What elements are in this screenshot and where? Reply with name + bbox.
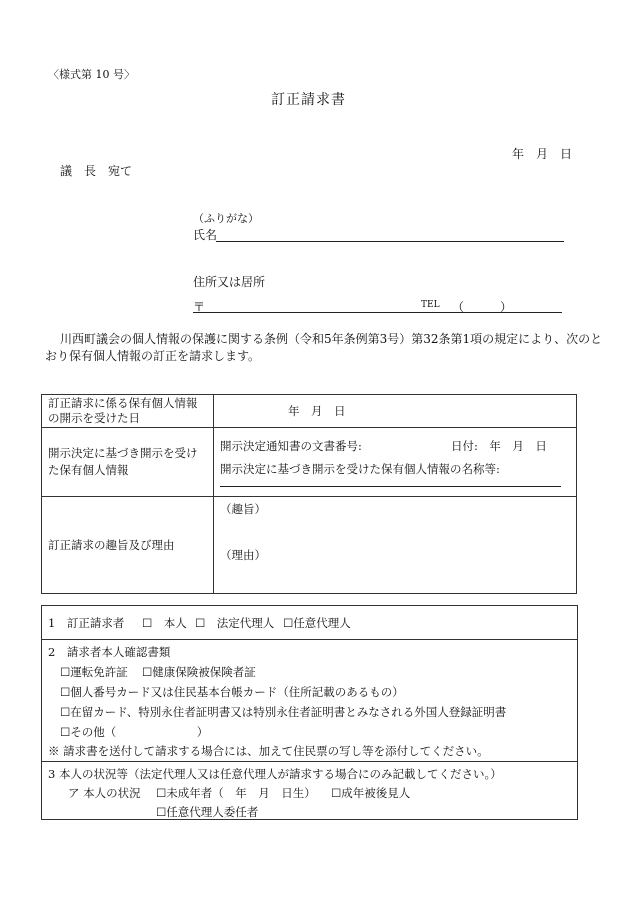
address-field[interactable]: [193, 312, 562, 313]
row3-label: 訂正請求の趣旨及び理由: [48, 537, 175, 552]
purpose-label: （趣旨）: [220, 502, 266, 516]
furigana-label: （ふりがな）: [193, 212, 259, 225]
table-row: [42, 428, 577, 497]
date-line: 年 月 日: [512, 147, 573, 161]
tel-paren: （ ）: [452, 300, 513, 314]
request-table: [41, 394, 577, 594]
section1-label: 1 訂正請求者: [48, 616, 125, 630]
row2-label-1: 開示決定に基づき開示を受け: [48, 446, 198, 460]
divider: [42, 639, 577, 640]
row1-value: 年 月 日: [288, 403, 346, 418]
checkbox-drivers-license[interactable]: ☐運転免許証: [60, 665, 128, 679]
name-field[interactable]: [216, 241, 564, 242]
status-label: ア 本人の状況: [68, 786, 141, 800]
row2-label-2: た保有個人情報: [48, 463, 129, 477]
table-row: [42, 497, 577, 594]
doc-date-label: 日付: 年 月 日: [451, 439, 547, 453]
doc-number-label: 開示決定通知書の文書番号:: [220, 439, 362, 453]
section2-note: ※ 請求書を送付して請求する場合には、加えて住民票の写し等を添付してください。: [48, 744, 489, 758]
checkbox-self[interactable]: ☐ 本人: [142, 616, 187, 630]
name-label: 氏名: [193, 228, 218, 242]
divider: [42, 761, 577, 762]
checkbox-mynumber-card[interactable]: ☐個人番号カード又は住民基本台帳カード（住所記載のあるもの）: [60, 685, 404, 699]
reason-label: （理由）: [220, 548, 266, 562]
postal-mark: 〒: [193, 300, 206, 314]
info-name-field[interactable]: [220, 486, 561, 487]
checkbox-minor[interactable]: ☐未成年者（ 年 月 日生）: [156, 786, 316, 800]
checkbox-other[interactable]: ☐その他（ ）: [60, 725, 209, 739]
requester-box: [41, 605, 578, 820]
checkbox-residence-card[interactable]: ☐在留カード、特別永住者証明書又は特別永住者証明書とみなされる外国人登録証明書: [60, 705, 507, 719]
table-row: [42, 395, 577, 428]
checkbox-delegator[interactable]: ☐任意代理人委任者: [156, 805, 259, 819]
statement-line-2: おり保有個人情報の訂正を請求します。: [45, 349, 261, 363]
checkbox-voluntary-agent[interactable]: ☐任意代理人: [283, 616, 351, 630]
row1-label-2: の開示を受けた日: [48, 411, 140, 425]
statement-line-1: 川西町議会の個人情報の保護に関する条例（令和5年条例第3号）第32条第1項の規定により、次のと: [60, 332, 603, 346]
checkbox-adult-ward[interactable]: ☐成年被後見人: [331, 786, 411, 800]
purpose-reason-cell[interactable]: [214, 497, 577, 594]
disclosed-info-cell[interactable]: [214, 428, 577, 497]
info-name-label: 開示決定に基づき開示を受けた保有個人情報の名称等:: [220, 462, 500, 476]
section3-title: 3 本人の状況等（法定代理人又は任意代理人が請求する場合にのみ記載してください。）: [48, 767, 502, 781]
section2-title: 2 請求者本人確認書類: [48, 645, 171, 659]
address-label: 住所又は居所: [193, 275, 266, 289]
form-number: 〈様式第 10 号〉: [48, 68, 135, 81]
addressee: 議 長 宛て: [60, 164, 133, 178]
row1-label-1: 訂正請求に係る保有個人情報: [48, 396, 198, 410]
checkbox-legal-agent[interactable]: ☐ 法定代理人: [195, 616, 275, 630]
checkbox-health-insurance[interactable]: ☐健康保険被保険者証: [142, 665, 256, 679]
disclosure-date-cell[interactable]: [214, 395, 577, 428]
tel-label: TEL: [421, 300, 440, 310]
page-title: 訂正請求書: [271, 92, 346, 108]
